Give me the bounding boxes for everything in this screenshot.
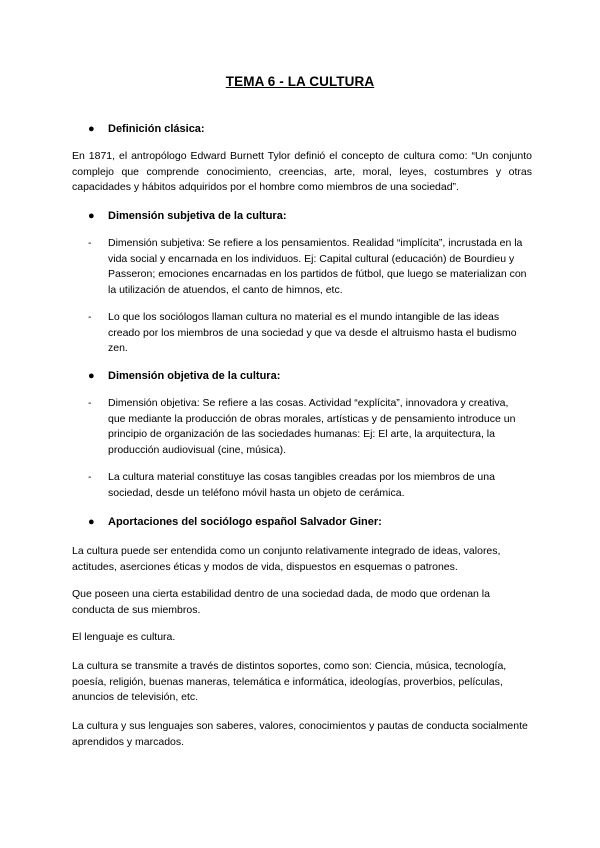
heading-text: Dimensión objetiva de la cultura: [108, 370, 281, 382]
dash-marker: - [88, 397, 92, 409]
list-item-subjetiva-2 [88, 310, 528, 357]
list-item-objetiva-2 [88, 470, 528, 501]
document-title: TEMA 6 - LA CULTURA [225, 74, 375, 89]
paragraph-giner-5: La cultura y sus lenguajes son saberes, valores, conocimientos y pautas de conducta socialmente aprendidos y marcados. [72, 720, 528, 748]
paragraph-giner-4: La cultura se transmite a través de distintos soportes, como son: Ciencia, música, tecnología, poesía, religión, buenas maneras, telemática e informática, ideologías, proverbios, películas, anuncios de televisión, etc. [72, 660, 507, 703]
list-item-text: Lo que los sociólogos llaman cultura no material es el mundo intangible de las ideas creado por los miembros de una sociedad y que va desde el altruismo hasta el budismo zen. [108, 311, 517, 354]
bullet-icon: ● [88, 123, 95, 135]
heading-text: Definición clásica: [108, 123, 205, 135]
heading-text: Dimensión subjetiva de la cultura: [108, 210, 287, 222]
heading-text: Aportaciones del sociólogo español Salvador Giner: [108, 516, 382, 528]
bullet-icon: ● [88, 210, 95, 222]
list-item-text: Dimensión subjetiva: Se refiere a los pensamientos. Realidad “implícita”, incrustada en la vida social y encarnada en los individuos. Ej: Capital cultural (educación) de Bourdieu y Passeron; emociones encarnadas en los partidos de fútbol, que luego se materializan con la utilización de atuendos, el canto de himnos, etc. [108, 237, 527, 296]
list-item-subjetiva-1 [88, 236, 528, 298]
paragraph-giner-3: El lenguaje es cultura. [72, 631, 176, 643]
bullet-icon: ● [88, 516, 95, 528]
paragraph-tylor-definition: En 1871, el antropólogo Edward Burnett Tylor definió el concepto de cultura como: “Un conjunto complejo que comprende conocimiento, creencias, arte, moral, leyes, costumbres y otras capacidades y hábitos adquiridos por el hombre como miembros de una sociedad”. [72, 150, 532, 193]
dash-marker: - [88, 237, 92, 249]
dash-marker: - [88, 471, 92, 483]
list-item-text: Dimensión objetiva: Se refiere a las cosas. Actividad “explícita”, innovadora y creativa, que mediante la producción de obras morales, artísticas y de pensamiento introduce un principio de organización de las sociedades humanas: Ej: El arte, la arquitectura, la producción audiovisual (cine, música). [108, 397, 516, 456]
dash-marker: - [88, 311, 92, 323]
paragraph-giner-1: La cultura puede ser entendida como un conjunto relativamente integrado de ideas, valores, actitudes, aserciones éticas y modos de vida, dispuestos en esquemas o patrones. [72, 545, 501, 573]
bullet-icon: ● [88, 370, 95, 382]
list-item-text: La cultura material constituye las cosas tangibles creadas por los miembros de una sociedad, desde un teléfono móvil hasta un objeto de cerámica. [108, 471, 495, 499]
paragraph-giner-2: Que poseen una cierta estabilidad dentro de una sociedad dada, de modo que ordenan la conducta de sus miembros. [72, 588, 490, 616]
list-item-objetiva-1 [88, 396, 528, 458]
